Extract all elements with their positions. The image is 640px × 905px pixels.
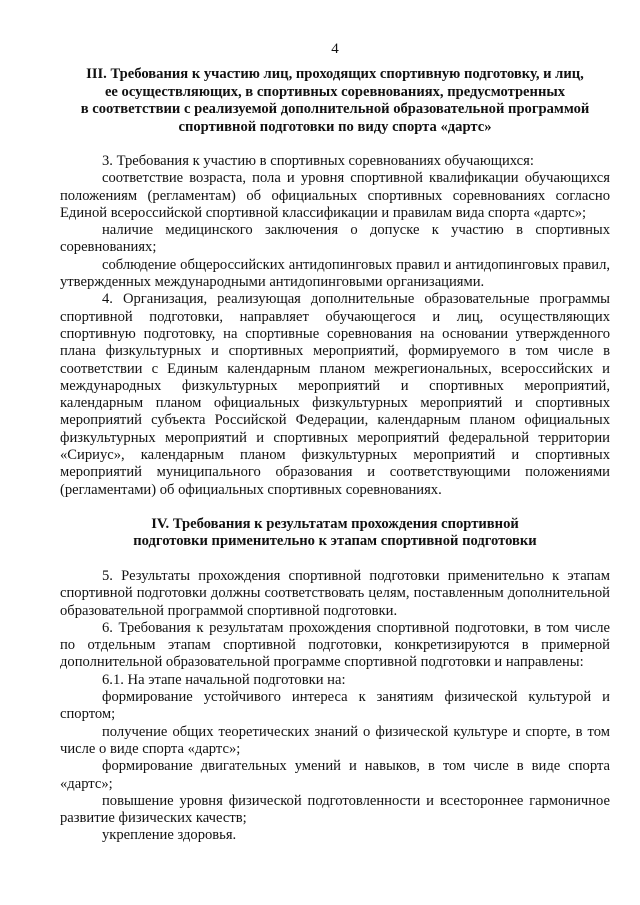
paragraph-4-organization: 4. Организация, реализующая дополнительные образовательные программы спортивной подготовки, направляет обучающегося и лиц, осуществляющих спортивную подготовку, на спортивные соревнования на основании утвержденного плана физкультурных и спортивных мероприятий, формируемого в том числе в соответствии с Единым календарным планом межрегиональных, всероссийских и международных физкультурных мероприятий и спортивных мероприятий, календарным планом официальных физкультурных мероприятий и спортивных мероприятий субъекта Российской Федерации, календарным планом официальных физкультурных мероприятий и спортивных мероприятий федеральной территории «Сириус», календарным планом физкультурных мероприятий и спортивных мероприятий муниципального образования и соответствующими положениями (регламентами) об официальных спортивных соревнованиях. xyxy=(60,291,610,498)
section-3-heading-line: спортивной подготовки по виду спорта «дартс» xyxy=(178,118,492,135)
section-4-heading xyxy=(60,516,610,551)
paragraph-6-requirements: 6. Требования к результатам прохождения спортивной подготовки, в том числе по отдельным этапам спортивной подготовки, конкретизируются в примерной дополнительной образовательной программе спортивной подготовки и направлены: xyxy=(60,619,610,671)
section-3-heading xyxy=(60,66,610,136)
list-item-interest: формирование устойчивого интереса к занятиям физической культурой и спортом; xyxy=(60,689,610,723)
document-page xyxy=(60,40,610,845)
paragraph-3-intro: 3. Требования к участию в спортивных соревнованиях обучающихся: xyxy=(102,153,534,169)
section-4-heading-line: подготовки применительно к этапам спортивной подготовки xyxy=(133,533,537,550)
section-3-heading-line: ее осуществляющих, в спортивных соревнованиях, предусмотренных xyxy=(104,83,566,100)
section-3-body xyxy=(60,153,610,499)
paragraph-6-1-initial-stage: 6.1. На этапе начальной подготовки на: xyxy=(102,671,346,688)
page-number: 4 xyxy=(331,41,339,57)
list-item-fitness: повышение уровня физической подготовленности и всестороннее гармоничное развитие физических качеств; xyxy=(60,792,610,827)
list-item-health: укрепление здоровья. xyxy=(102,827,237,844)
section-3-heading-line: III. Требования к участию лиц, проходящих спортивную подготовку, и лиц, xyxy=(86,66,584,82)
section-4-heading-line: IV. Требования к результатам прохождения спортивной xyxy=(151,515,519,532)
paragraph-3-antidoping-requirement: соблюдение общероссийских антидопинговых правил и антидопинговых правил, утвержденных международными антидопинговыми организациями. xyxy=(60,256,610,291)
list-item-knowledge: получение общих теоретических знаний о физической культуре и спорте, в том числе о виде спорта «дартс»; xyxy=(60,723,610,757)
list-item-skills: формирование двигательных умений и навыков, в том числе в виде спорта «дартс»; xyxy=(60,758,610,792)
section-3-heading-line: в соответствии с реализуемой дополнительной образовательной программой xyxy=(80,101,590,117)
section-4-body xyxy=(60,568,610,845)
paragraph-3-medical-requirement: наличие медицинского заключения о допуске к участию в спортивных соревнованиях; xyxy=(60,222,610,256)
paragraph-5-results: 5. Результаты прохождения спортивной подготовки применительно к этапам спортивной подготовки должны соответствовать целям, поставленным дополнительной образовательной программой спортивной подготовки. xyxy=(60,567,610,619)
paragraph-3-age-requirement: соответствие возраста, пола и уровня спортивной квалификации обучающихся положениям (регламентам) об официальных спортивных соревнованиях согласно Единой всероссийской спортивной классификации и правилам вида спорта «дартс»; xyxy=(60,170,610,221)
